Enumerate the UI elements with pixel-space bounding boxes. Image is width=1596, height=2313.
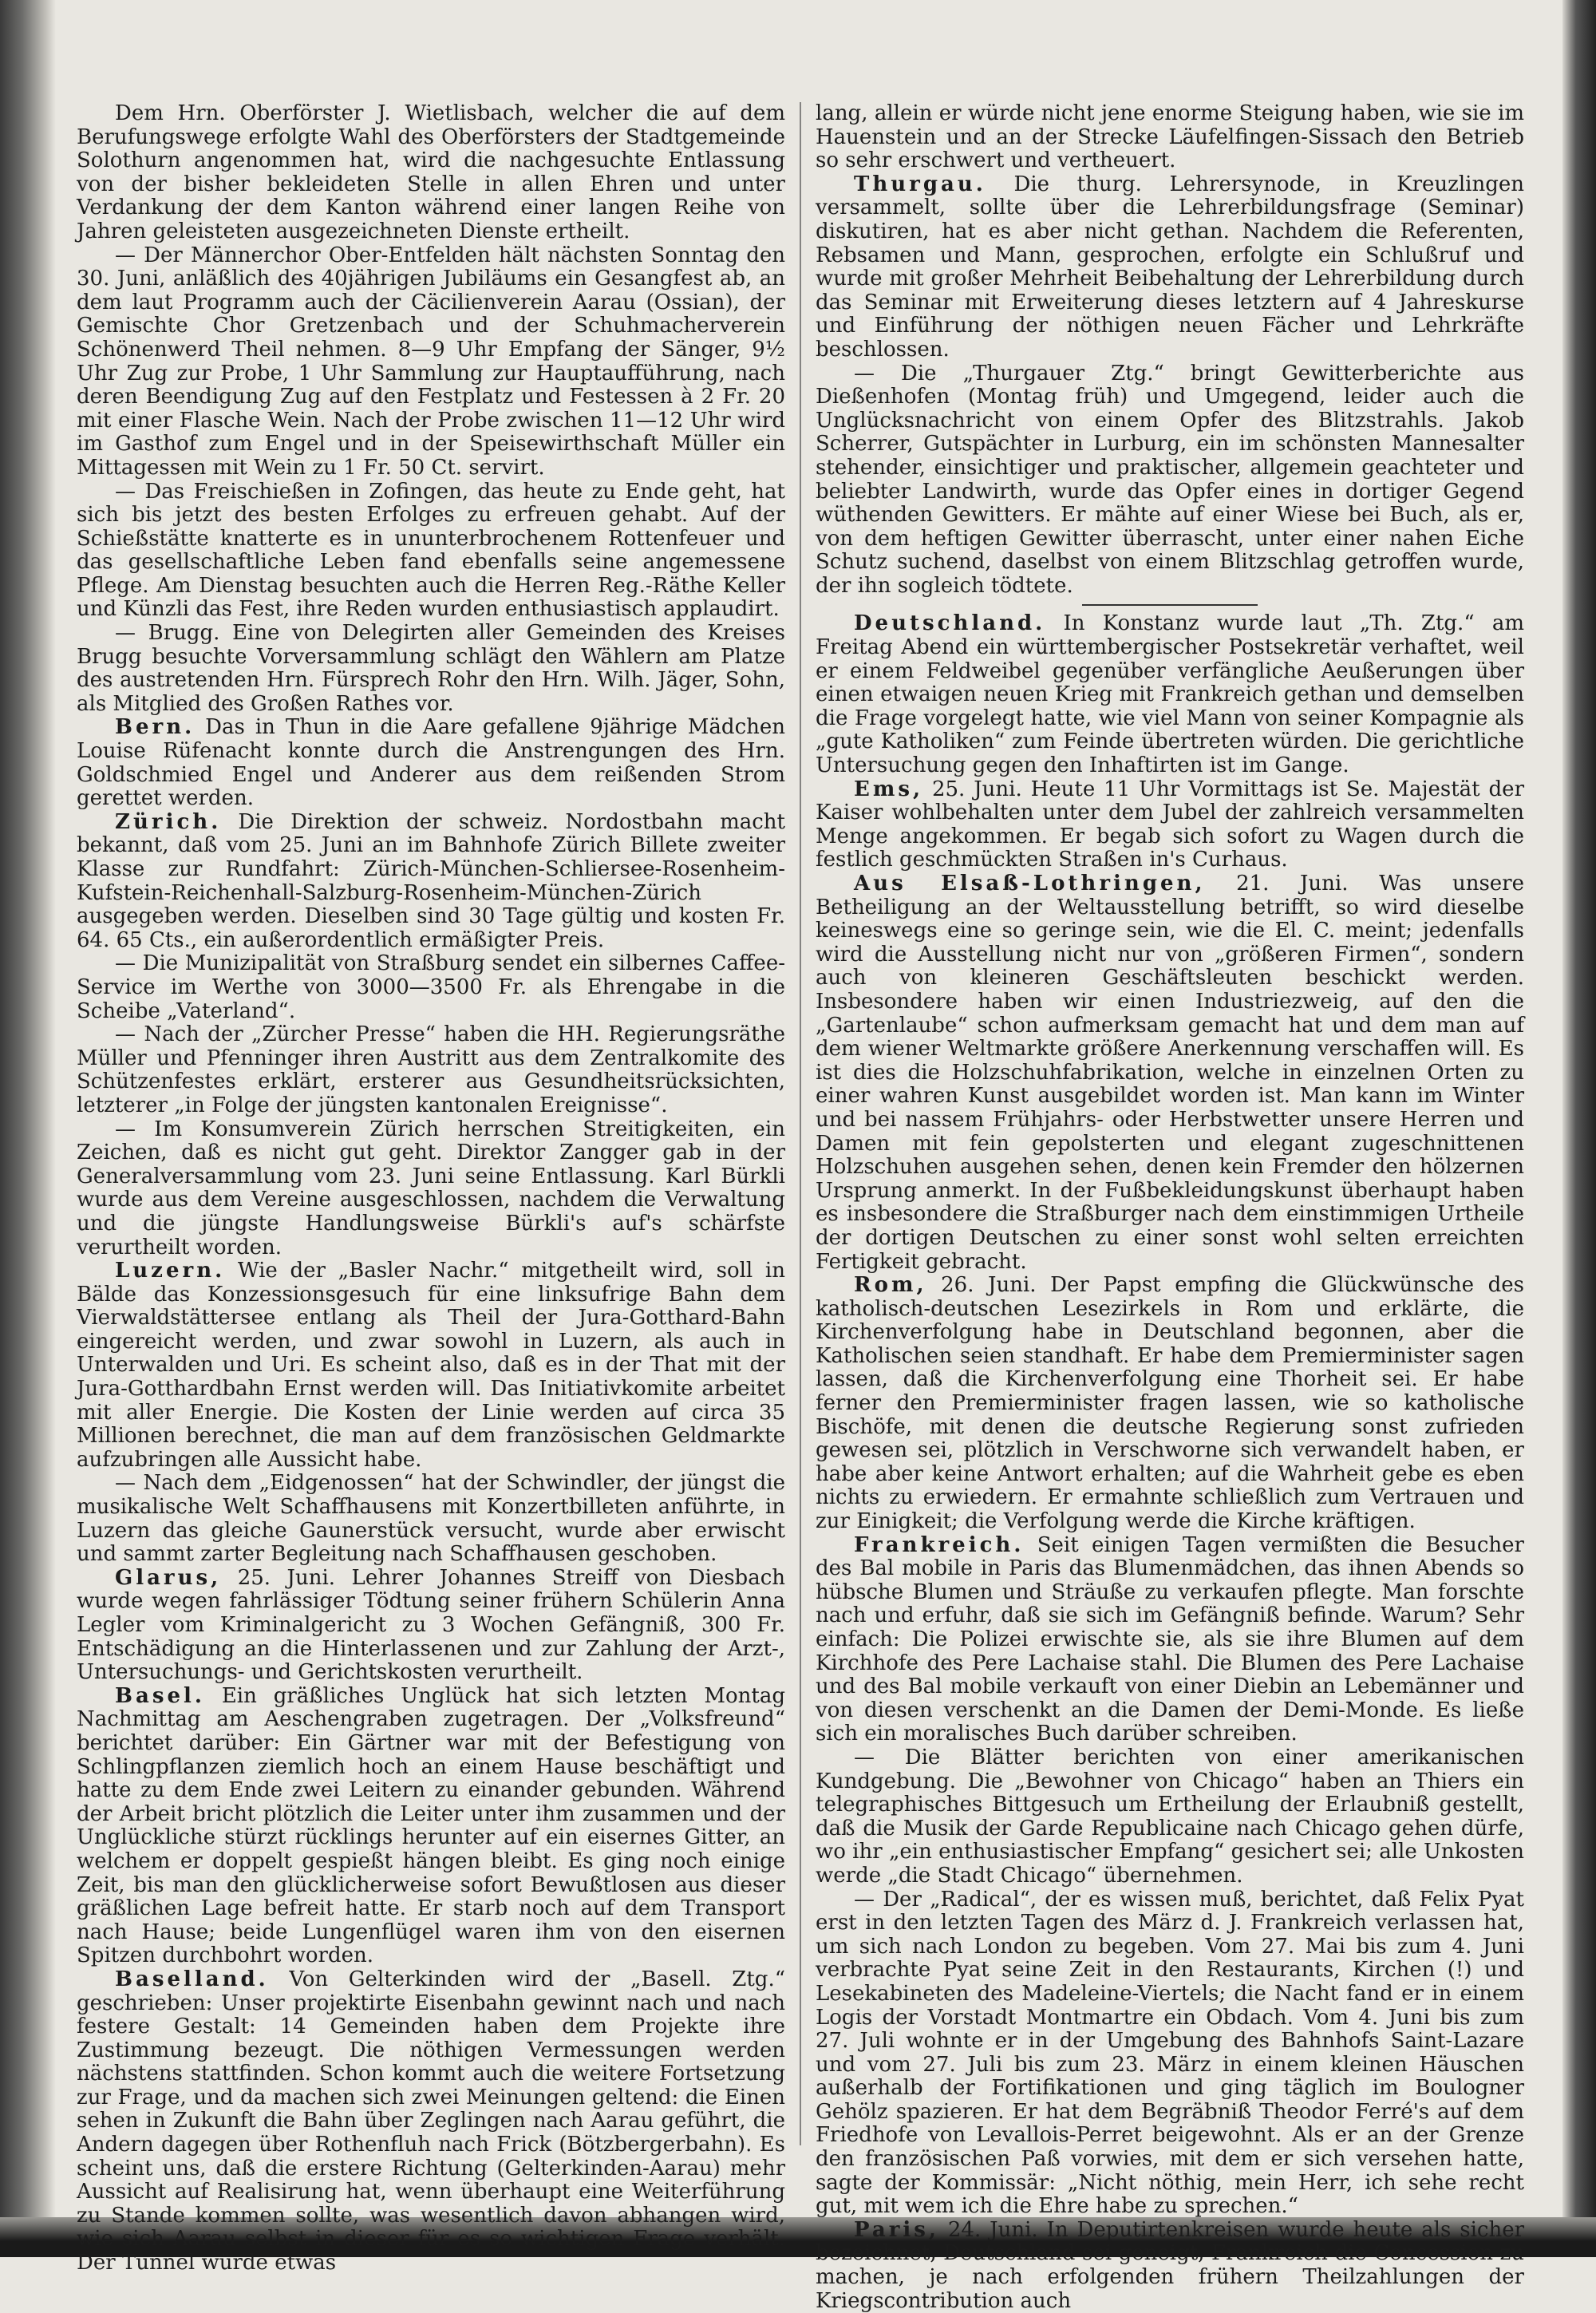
article-text: 25. Juni. Heute 11 Uhr Vormittags ist Se. Majestät der Kaiser wohlbehalten unter dem Jubel der zahlreich versammelten Menge angekommen. Er begab sich sofort zu Wagen durch die festlich geschmückten Straßen in's Curhaus. [816, 777, 1525, 872]
article-paragraph [77, 1023, 785, 1117]
article-text: 24. Juni. In Deputirtenkreisen wurde heute als sicher bezeichnet, Deutschland sei geneigt, Frankreich die Concession zu machen, je nach erfolgenden frühern Theilzahlungen der Kriegscontribution auch [816, 2217, 1525, 2313]
article-text: — Nach der „Zürcher Presse“ haben die HH. Regierungsräthe Müller und Pfenninger ihren Austritt aus dem Zentralkomite des Schützenfestes erklärt, ersterer aus Gesundheitsrücksichten, letzterer „in Folge der jüngsten kantonalen Ereignisse“. [77, 1022, 785, 1117]
article-text: — Nach dem „Eidgenossen“ hat der Schwindler, der jüngst die musikalische Welt Schaffhausens mit Konzertbilleten anführte, in Luzern das gleiche Gaunerstück versucht, wurde aber erwischt und sammt zarter Begleitung nach Schaffhausen geschoben. [77, 1471, 785, 1567]
article-paragraph [77, 1118, 785, 1260]
article-text: — Der Männerchor Ober-Entfelden hält nächsten Sonntag den 30. Juni, anläßlich des 40jährigen Jubiläums ein Gesangfest ab, an dem laut Programm auch der Cäcilienverein Aarau (Ossian), der Gemischte Chor Gretzenbach und der Schuhmacherverein Schönenwerd Theil nehmen. 8—9 Uhr Empfang der Sänger, 9½ Uhr Zug zur Probe, 1 Uhr Sammlung zur Hauptaufführung, nach deren Beendigung Zug auf den Festplatz und Festessen à 2 Fr. 20 mit einer Flasche Wein. Nach der Probe zwischen 11—12 Uhr wird im Gasthof zum Engel und in der Speisewirthschaft Müller ein Mittagessen mit Wein zu 1 Fr. 50 Ct. servirt. [77, 243, 785, 480]
article-dateline: Frankreich. [854, 1532, 1025, 1557]
article-text: — Die „Thurgauer Ztg.“ bringt Gewitterberichte aus Dießenhofen (Montag früh) und Umgegend, leider auch die Unglücksnachricht von einem Opfer des Blitzstrahls. Jakob Scherrer, Gutspächter in Lurburg, ein im schönsten Mannesalter stehender, einsichtiger und praktischer, allgemein geachteter und beliebter Landwirth, wurde das Opfer eines in dortiger Gegend wüthenden Gewitters. Er mähte auf einer Wiese bei Buch, als er, von dem heftigen Gewitter überrascht, unter einer nahen Eiche Schutz suchend, daselbst von einem Blitzschlag getroffen wurde, der ihn sogleich tödtete. [816, 361, 1524, 598]
article-text: 26. Juni. Der Papst empfing die Glückwünsche des katholisch-deutschen Lesezirkels in Rom und erklärte, die Kirchenverfolgung habe in Deutschland begonnen, aber die Katholischen seien standhaft. Er habe dem Premierminister sagen lassen, daß die Kirchenverfolgung eine Thorheit sei. Er habe ferner den Premierminister fragen lassen, wie so katholische Bischöfe, mit denen die deutsche Regierung sonst zufrieden gewesen sei, plötzlich in Verschworne sich verwandelt haben, er habe aber keine Antwort erhalten; auf die Wahrheit gebe es eben nichts zu erwiedern. Er ermahnte schließlich zum Vertrauen und zur Einigkeit; die Verfolgung werde die Kirche kräftigen. [816, 1273, 1525, 1534]
article-text: — Die Munizipalität von Straßburg sendet ein silbernes Caffee-Service im Werthe von 3000—3500 Fr. als Ehrengabe in die Scheibe „Vaterland“. [77, 951, 785, 1023]
article-dateline: Zürich. [115, 809, 222, 834]
article-dateline: Paris, [854, 2217, 939, 2242]
article-text: — Der „Radical“, der es wissen muß, berichtet, daß Felix Pyat erst in den letzten Tagen des März d. J. Frankreich verlassen hat, um sich nach London zu begeben. Vom 27. Mai bis zum 4. Juni verbrachte Pyat seine Zeit in den Restaurants, Kirchen (!) und Lesekabineten des Madeleine-Viertels; die Nacht fand er in einem Logis der Vorstadt Montmartre ein Obdach. Vom 4. Juni bis zum 27. Juli wohnte er in der Umgebung des Bahnhofs Saint-Lazare und vom 27. Juli bis zum 23. März in einem kleinen Häuschen außerhalb der Fortifikationen und ging täglich im Boulogner Gehölz spazieren. Er hat dem Begräbniß Theodor Ferré's auf dem Friedhofe von Levallois-Perret beigewohnt. Als er an der Grenze den französischen Paß vorwies, mit dem er sich versehen hatte, sagte der Kommissär: „Nicht nöthig, mein Herr, ich sehe recht gut, mit wem ich die Ehre habe zu sprechen.“ [816, 1887, 1524, 2219]
article-text: Von Gelterkinden wird der „Basell. Ztg.“ geschrieben: Unser projektirte Eisenbahn gewinnt nach und nach festere Gestalt: 14 Gemeinden haben dem Projekte ihre Zustimmung bezeugt. Die nöthigen Vermessungen werden nächstens stattfinden. Schon kommt auch die weitere Fortsetzung zur Frage, und da machen sich zwei Meinungen geltend: die Einen sehen in Zukunft die Bahn über Zeglingen nach Aarau geführt, die Andern dagegen über Rothenfluh nach Frick (Bötzbergerbahn). Es scheint uns, daß die erstere Richtung (Gelterkinden-Aarau) mehr Aussicht auf Realisirung hat, wenn überhaupt eine Weiterführung zu Stande kommen sollte, was wesentlich davon abhangen wird, wie sich Aarau selbst in dieser für es so wichtigen Frage verhält. Der Tunnel würde etwas [77, 1967, 785, 2275]
article-paragraph [77, 1685, 785, 1968]
article-paragraph [77, 102, 785, 244]
article-dateline: Rom, [854, 1273, 927, 1298]
column-divider [800, 102, 801, 2145]
article-paragraph [816, 2219, 1524, 2313]
article-paragraph [77, 1472, 785, 1566]
article-paragraph [77, 952, 785, 1023]
article-paragraph [77, 244, 785, 480]
left-column [77, 102, 785, 2275]
article-paragraph [77, 1567, 785, 1685]
article-dateline: Basel. [115, 1683, 205, 1708]
article-text: Das in Thun in die Aare gefallene 9jährige Mädchen Louise Rüfenacht konnte durch die Anstrengungen des Hrn. Goldschmied Engel und Anderer aus dem reißenden Strom gerettet werden. [77, 715, 786, 811]
article-paragraph [816, 362, 1524, 599]
article-text: Die Direktion der schweiz. Nordostbahn macht bekannt, daß vom 25. Juni an im Bahnhofe Zürich Billete zweiter Klasse zur Rundfahrt: Zürich-München-Schliersee-Rosenheim-Kufstein-Reichenhall-Salzburg-Rosenheim-München-Zürich ausgegeben werden. Dieselben sind 30 Tage gültig und kosten Fr. 64. 65 Cts., ein außerordentlich ermäßigter Preis. [77, 809, 785, 952]
article-text: In Konstanz wurde laut „Th. Ztg.“ am Freitag Abend ein württembergischer Postsekretär verhaftet, weil er einem Feldweibel gegenüber verfängliche Aeußerungen über einen etwaigen neuen Krieg mit Frankreich gethan und demselben die Frage vorgelegt hatte, wie viel Mann von seiner Kompagnie als „gute Katholiken“ zum Feinde übertreten würden. Die gerichtliche Untersuchung gegen den Inhaftirten ist im Gange. [816, 611, 1525, 778]
article-paragraph [77, 1259, 785, 1472]
article-paragraph [816, 872, 1524, 1274]
article-text: Wie der „Basler Nachr.“ mitgetheilt wird, soll in Bälde das Konzessionsgesuch für eine linksufrige Bahn dem Vierwaldstättersee entlang als Theil der Jura-Gotthard-Bahn eingereicht werden, und zwar sowohl in Luzern, als auch in Unterwalden und Uri. Es scheint also, daß es in der That mit der Jura-Gotthardbahn Ernst werden will. Das Initiativkomite arbeitet mit aller Energie. Die Kosten der Linie werden auf circa 35 Millionen berechnet, die man auf dem französischen Geldmarkte aufzubringen alle Aussicht habe. [77, 1259, 785, 1472]
article-text: — Das Freischießen in Zofingen, das heute zu Ende geht, hat sich bis jetzt des besten Erfolges zu erfreuen gehabt. Auf der Schießstätte knatterte es in ununterbrochenem Rottenfeuer und das gesellschaftliche Leben fand ebenfalls seine angemessene Pflege. Am Dienstag besuchten auch die Herren Reg.-Räthe Keller und Künzli das Fest, ihre Reden wurden enthusiastisch applaudirt. [77, 479, 785, 622]
article-paragraph [816, 1746, 1524, 1888]
article-paragraph [77, 480, 785, 623]
article-paragraph [816, 1534, 1524, 1746]
right-column-section-foreign [816, 612, 1524, 2313]
article-paragraph [816, 778, 1524, 872]
right-column-section-swiss [816, 102, 1524, 598]
page-binding-shadow [0, 0, 56, 2257]
article-dateline: Thurgau. [854, 172, 986, 196]
article-dateline: Ems, [854, 777, 924, 801]
article-paragraph [816, 612, 1524, 777]
article-text: Die thurg. Lehrersynode, in Kreuzlingen versammelt, sollte über die Lehrerbildungsfrage (Seminar) diskutiren, hat es aber nicht gethan. Nachdem die Referenten, Rebsamen und Mann, gesprochen, erfolgte ein Schlußruf und wurde mit großer Mehrheit Beibehaltung der Lehrerbildung durch das Seminar mit Erweiterung dieses letztern auf 4 Jahreskurse und Einführung der nöthigen neuen Fächer und Lehrkräfte beschlossen. [816, 172, 1524, 362]
article-paragraph [77, 1968, 785, 2275]
article-text: lang, allein er würde nicht jene enorme Steigung haben, wie sie im Hauenstein und an der Strecke Läufelfingen-Sissach den Betrieb so sehr erschwert und vertheuert. [816, 101, 1524, 173]
article-paragraph [816, 1888, 1524, 2219]
article-dateline: Luzern. [115, 1259, 226, 1283]
article-text: Dem Hrn. Oberförster J. Wietlisbach, welcher die auf dem Berufungswege erfolgte Wahl des Oberförsters der Stadtgemeinde Solothurn angenommen hat, wird die nachgesuchte Entlassung von der bisher bekleideten Stelle in allen Ehren und unter Verdankung der dem Kanton während einer langen Reihe von Jahren geleisteten ausgezeichneten Dienste ertheilt. [77, 101, 785, 243]
article-text: 21. Juni. Was unsere Betheiligung an der Weltausstellung betrifft, so wird dieselbe keineswegs eine so geringe sein, wie die El. C. meint; jedenfalls wird die Ausstellung nicht nur von „größeren Firmen“, sondern auch von kleineren Geschäftsleuten beschickt werden. Insbesondere haben wir einen Industriezweig, auf den die „Gartenlaube“ schon aufmerksam gemacht hat und dem man auf dem wiener Weltmarkte größere Anerkennung verschaffen will. Es ist dies die Holzschuhfabrikation, welche in einzelnen Orten zu einer wahren Kunst ausgebildet worden ist. Man kann im Winter und bei nassem Frühjahrs- oder Herbstwetter unsere Herren und Damen mit fein gepolsterten und elegant zugeschnittenen Holzschuhen ausgehen sehen, denen kein Fremder den hölzernen Ursprung anmerkt. In der Fußbekleidungskunst überhaupt haben es insbesondere die Straßburger nach dem einstimmigen Urtheile der dortigen Deutschen zu einer sonst wohl selten erreichten Fertigkeit gebracht. [816, 872, 1524, 1274]
article-dateline: Baselland. [115, 1967, 269, 1991]
article-text: 25. Juni. Lehrer Johannes Streiff von Diesbach wurde wegen fahrlässiger Tödtung seiner frühern Schülerin Anna Legler vom Kriminalgericht zu 3 Wochen Gefängniß, 300 Fr. Entschädigung an die Hinterlassenen und zur Zahlung der Arzt-, Untersuchungs- und Gerichtskosten verurtheilt. [77, 1565, 786, 1685]
section-divider [1082, 604, 1258, 606]
article-dateline: Deutschland. [854, 611, 1046, 636]
right-column [816, 102, 1524, 2313]
article-text: — Brugg. Eine von Delegirten aller Gemeinden des Kreises Brugg besuchte Vorversammlung schlägt den Wählern am Platze des austretenden Hrn. Fürsprech Rohr den Hrn. Wilh. Jäger, Sohn, als Mitglied des Großen Rathes vor. [77, 621, 785, 716]
article-paragraph [77, 622, 785, 716]
article-dateline: Glarus, [115, 1565, 222, 1590]
page-right-edge [1562, 0, 1596, 2257]
article-text: — Im Konsumverein Zürich herrschen Streitigkeiten, ein Zeichen, daß es nicht gut geht. Direktor Zangger gab in der Generalversammlung vom 23. Juni seine Entlassung. Karl Bürkli wurde aus dem Vereine ausgeschlossen, nachdem die Verwaltung und die jüngste Handlungsweise Bürkli's auf's schärfste verurtheilt worden. [77, 1117, 785, 1259]
article-dateline: Bern. [115, 715, 196, 740]
article-text: Ein gräßliches Unglück hat sich letzten Montag Nachmittag am Aeschengraben zugetragen. Der „Volksfreund“ berichtet darüber: Ein Gärtner war mit der Befestigung von Schlingpflanzen ziemlich hoch an einem Hause beschäftigt und hatte zu dem Ende zwei Leitern zu einander gebunden. Während der Arbeit bricht plötzlich die Leiter unter ihm zusammen und der Unglückliche stürzt rücklings herunter auf ein eisernes Gitter, an welchem er doppelt gespießt hängen bleibt. Es ging noch einige Zeit, bis man den glücklicherweise sofort Bewußtlosen aus dieser gräßlichen Lage befreit hatte. Er starb noch auf dem Transport nach Hause; beide Lungenflügel waren ihm von den eisernen Spitzen durchbohrt worden. [77, 1683, 786, 1968]
article-paragraph [77, 716, 785, 810]
article-paragraph [77, 811, 785, 953]
article-dateline: Aus Elsaß-Lothringen, [854, 872, 1206, 896]
article-paragraph [816, 173, 1524, 362]
article-text: — Die Blätter berichten von einer amerikanischen Kundgebung. Die „Bewohner von Chicago“ haben an Thiers ein telegraphisches Bittgesuch um Ertheilung der Erlaubniß gestellt, daß die Musik der Garde Republicaine nach Chicago gehen dürfe, wo ihr „ein enthusiastischer Empfang“ gesichert sei; alle Unkosten werde „die Stadt Chicago“ übernehmen. [816, 1745, 1524, 1888]
article-text: Seit einigen Tagen vermißten die Besucher des Bal mobile in Paris das Blumenmädchen, das ihnen Abends so hübsche Blumen und Sträuße zu verkaufen pflegte. Man forschte nach und erfuhr, daß sie sich im Gefängniß befinde. Warum? Sehr einfach: Die Polizei erwischte sie, als sie ihre Blumen auf dem Kirchhofe des Pere Lachaise stahl. Die Blumen des Pere Lachaise und des Bal mobile verkauft von einer Diebin an Lebemänner und von diesen verschenkt an die Damen der Demi-Monde. Es ließe sich ein moralisches Buch darüber schreiben. [816, 1532, 1524, 1746]
article-paragraph [816, 102, 1524, 173]
article-paragraph [816, 1274, 1524, 1534]
